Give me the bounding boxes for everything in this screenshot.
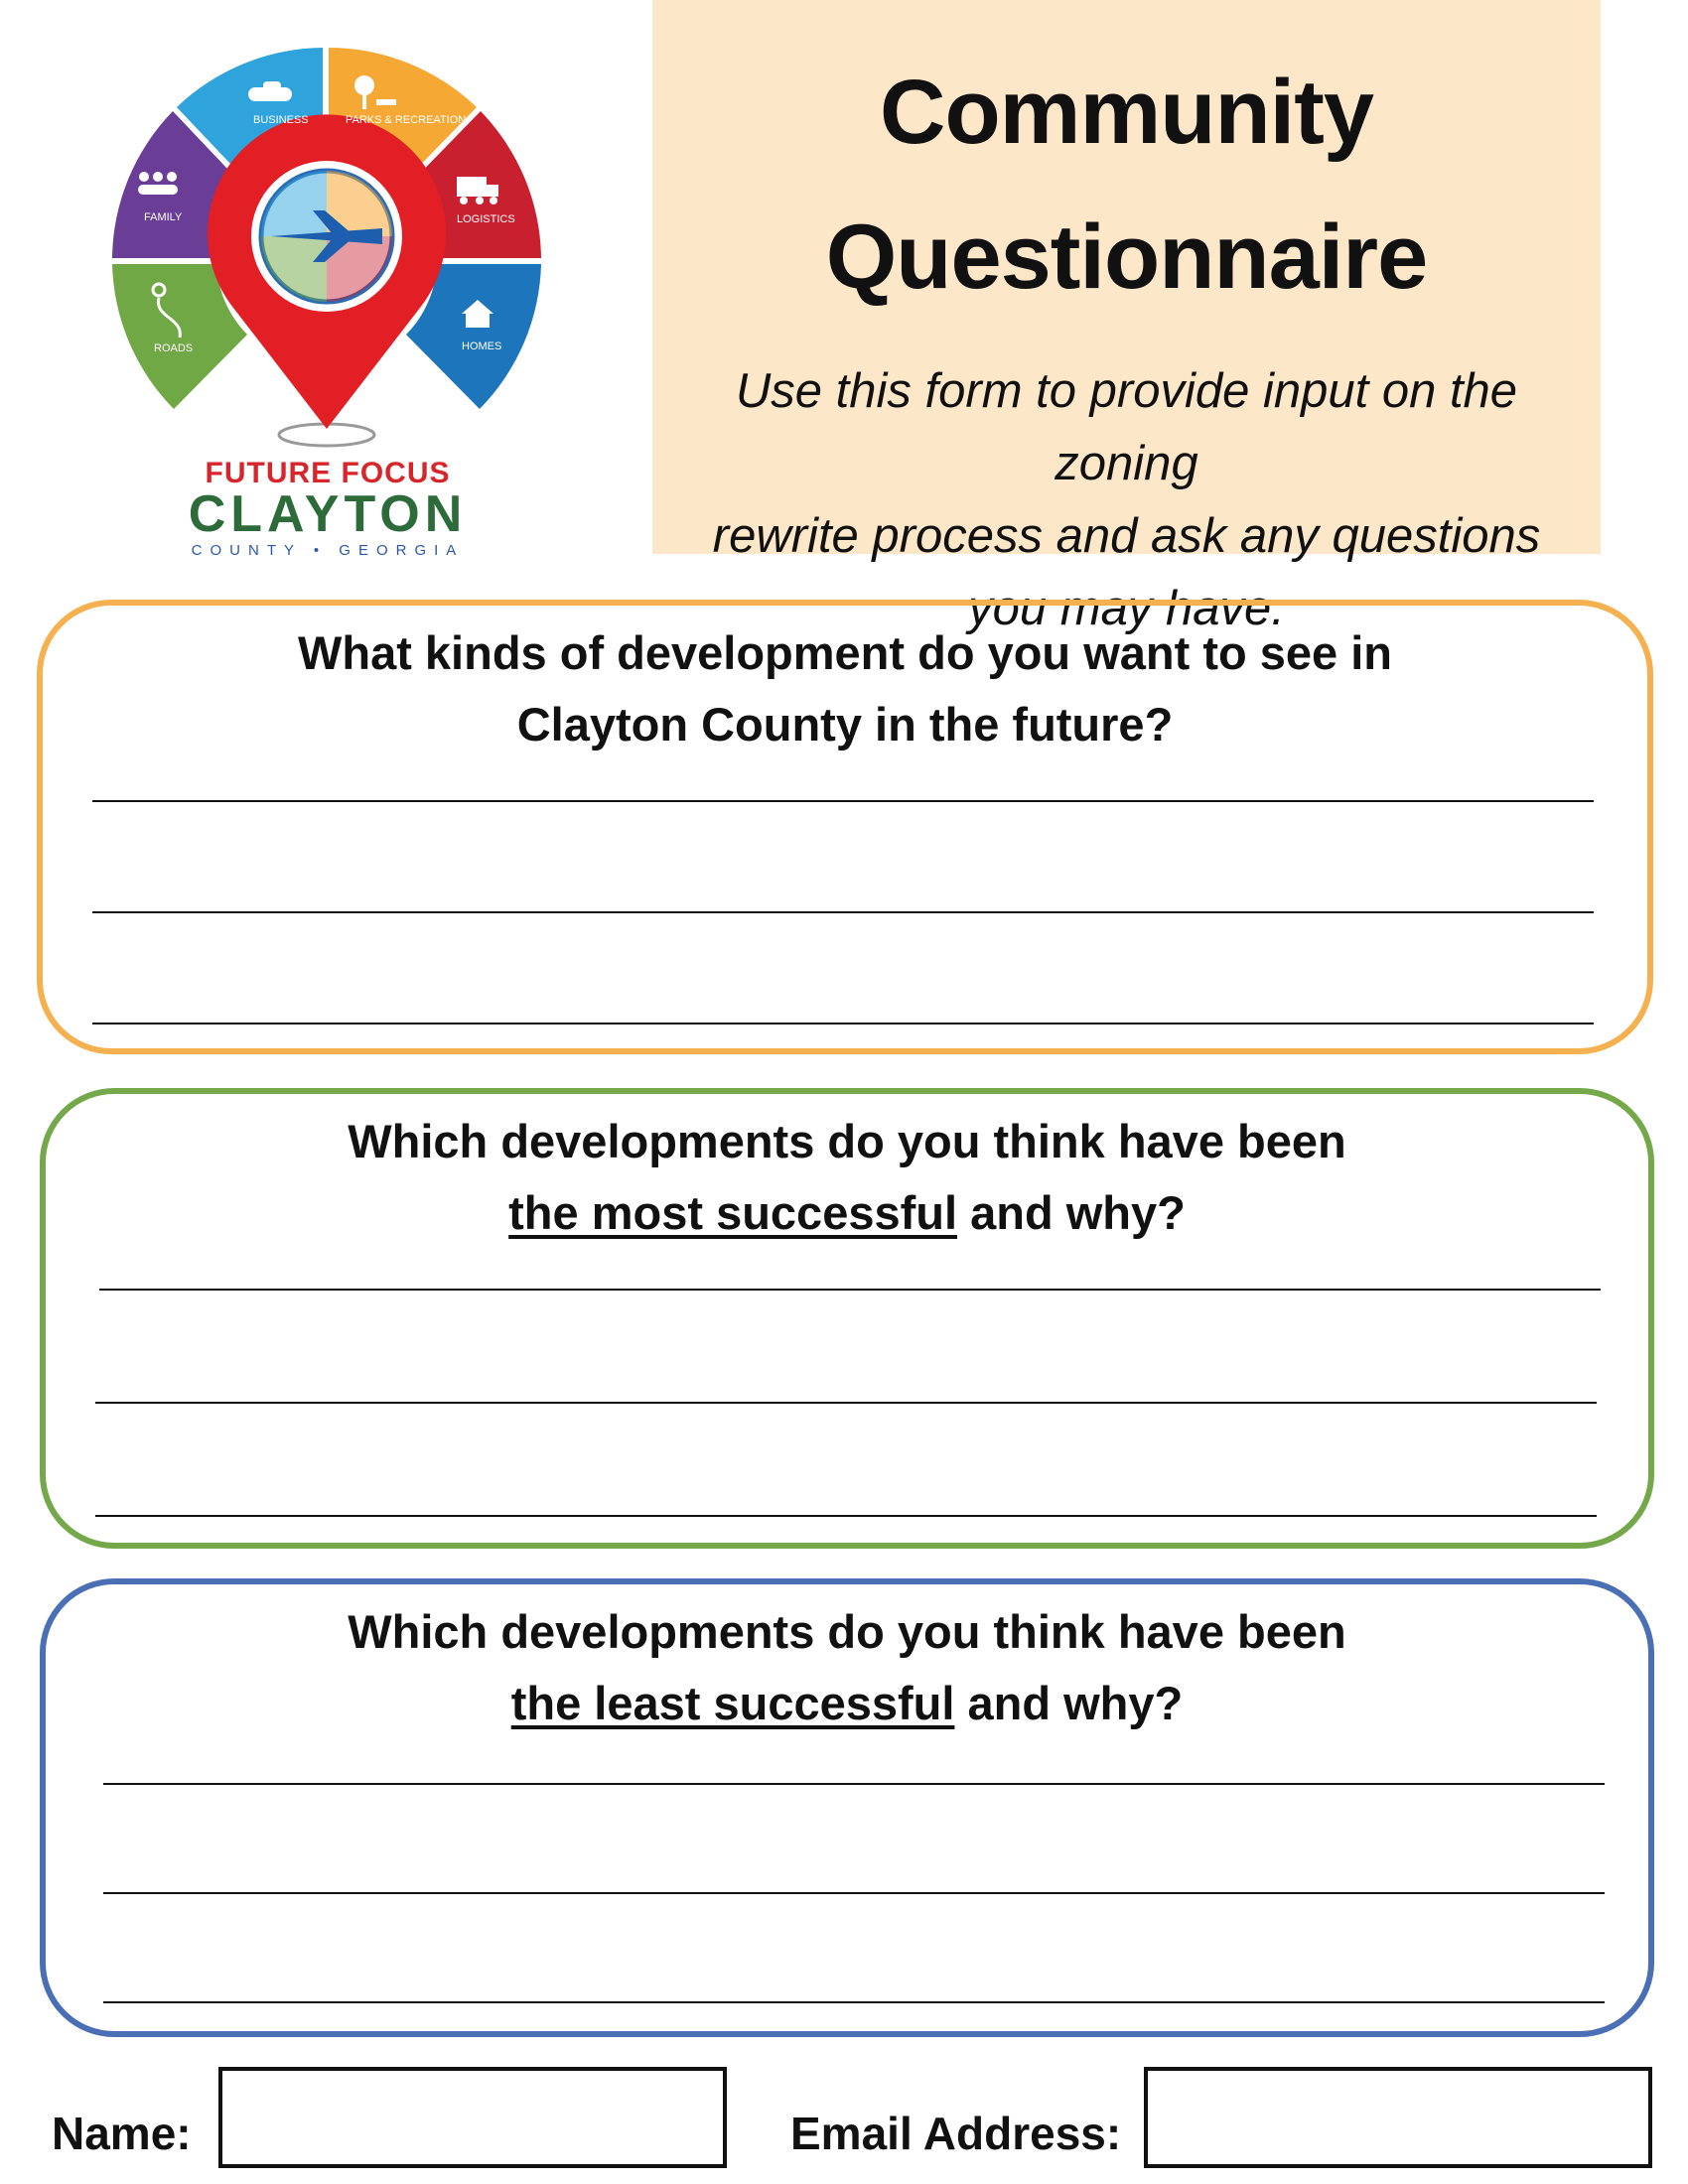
logo-label-logistics: LOGISTICS bbox=[457, 213, 515, 225]
question-2-text bbox=[46, 1106, 1648, 1249]
question-3-line-1: Which developments do you think have been bbox=[348, 1605, 1346, 1658]
title-line-1: Community bbox=[880, 62, 1373, 163]
question-2-rest: and why? bbox=[957, 1186, 1186, 1239]
brand-county-georgia: COUNTY • GEORGIA bbox=[191, 542, 465, 559]
email-label: Email Address: bbox=[790, 2108, 1122, 2159]
answer-line[interactable] bbox=[99, 1289, 1601, 1291]
answer-line[interactable] bbox=[92, 1023, 1594, 1024]
question-3-rest: and why? bbox=[954, 1677, 1184, 1729]
logo-label-homes: HOMES bbox=[462, 341, 502, 352]
logo-wheel-graphic bbox=[104, 40, 551, 457]
question-1-text bbox=[43, 617, 1647, 760]
logo-label-roads: ROADS bbox=[154, 342, 194, 354]
answer-line[interactable] bbox=[103, 1892, 1605, 1894]
question-box-3 bbox=[40, 1578, 1654, 2037]
question-1-line-1: What kinds of development do you want to see in bbox=[298, 626, 1392, 679]
answer-line[interactable] bbox=[92, 800, 1594, 802]
name-field[interactable] bbox=[218, 2067, 727, 2168]
question-box-1 bbox=[37, 600, 1653, 1054]
title-line-2: Questionnaire bbox=[825, 206, 1428, 308]
question-2-emphasis: the most successful bbox=[508, 1186, 958, 1239]
subtitle-line-2: rewrite process and ask any questions bbox=[712, 509, 1541, 563]
logo-label-parks: PARKS & RECREATION bbox=[346, 114, 467, 126]
future-focus-clayton-logo bbox=[104, 40, 551, 559]
brand-future-focus: FUTURE FOCUS bbox=[205, 457, 451, 489]
question-2-line-1: Which developments do you think have been bbox=[348, 1115, 1346, 1167]
name-label: Name: bbox=[52, 2108, 192, 2159]
question-box-2 bbox=[40, 1088, 1654, 1549]
answer-line[interactable] bbox=[92, 911, 1594, 913]
header-panel bbox=[652, 0, 1601, 635]
email-field[interactable] bbox=[1144, 2067, 1652, 2168]
answer-line[interactable] bbox=[95, 1402, 1597, 1404]
question-3-text bbox=[46, 1596, 1648, 1739]
logo-label-family: FAMILY bbox=[144, 211, 183, 223]
page-title bbox=[652, 40, 1601, 330]
logo-label-business: BUSINESS bbox=[253, 114, 309, 126]
brand-clayton: CLAYTON bbox=[188, 485, 468, 543]
answer-line[interactable] bbox=[95, 1515, 1597, 1517]
question-3-line-2 bbox=[46, 1668, 1648, 1739]
answer-line[interactable] bbox=[103, 2001, 1605, 2003]
subtitle-line-3: you may have. bbox=[968, 582, 1285, 635]
question-3-emphasis: the least successful bbox=[510, 1677, 955, 1729]
question-1-line-2: Clayton County in the future? bbox=[516, 698, 1174, 751]
answer-line[interactable] bbox=[103, 1783, 1605, 1785]
question-2-line-2 bbox=[46, 1177, 1648, 1249]
subtitle-line-1: Use this form to provide input on the zoning bbox=[735, 364, 1518, 490]
